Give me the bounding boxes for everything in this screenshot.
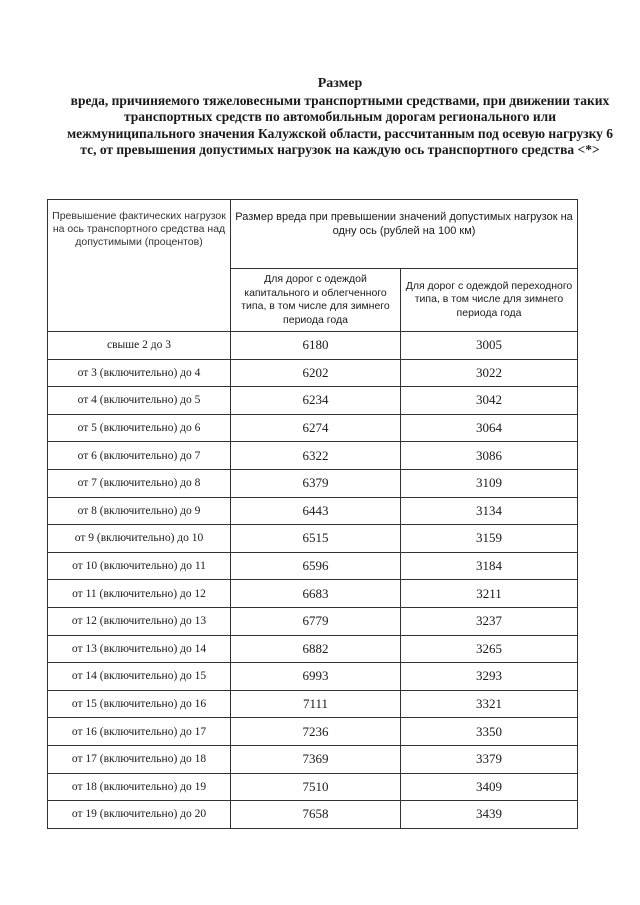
- transitional-value: 3022: [401, 359, 578, 387]
- transitional-value: 3439: [401, 801, 578, 829]
- capital-value: 6180: [231, 332, 401, 360]
- transitional-value: 3086: [401, 442, 578, 470]
- header-row: [48, 200, 578, 269]
- capital-value: 6443: [231, 497, 401, 525]
- transitional-value: 3237: [401, 607, 578, 635]
- transitional-value: 3265: [401, 635, 578, 663]
- transitional-value: 3005: [401, 332, 578, 360]
- table-row: [48, 552, 578, 580]
- capital-value: 6379: [231, 469, 401, 497]
- document-subtitle: вреда, причиняемого тяжеловесными транспортными средствами, при движении таких транспортных средств по автомобильным дорогам регионального или межмуниципального значения Калужской области, рассчитанным под осевую нагрузку 6 тс, от превышения допустимых нагрузок на каждую ось транспортного средства <*>: [66, 92, 614, 157]
- transitional-value: 3293: [401, 663, 578, 691]
- transitional-value: 3184: [401, 552, 578, 580]
- range-cell: от 12 (включительно) до 13: [48, 607, 231, 635]
- document-title: Размер: [317, 76, 363, 91]
- transitional-value: 3042: [401, 387, 578, 415]
- table-row: [48, 690, 578, 718]
- range-cell: свыше 2 до 3: [48, 332, 231, 360]
- range-cell: от 15 (включительно) до 16: [48, 690, 231, 718]
- capital-value: 6234: [231, 387, 401, 415]
- range-cell: от 9 (включительно) до 10: [48, 525, 231, 553]
- transitional-value: 3211: [401, 580, 578, 608]
- range-cell: от 3 (включительно) до 4: [48, 359, 231, 387]
- table-row: [48, 387, 578, 415]
- range-cell: от 7 (включительно) до 8: [48, 469, 231, 497]
- table-row: [48, 635, 578, 663]
- transitional-value: 3159: [401, 525, 578, 553]
- transitional-value: 3379: [401, 745, 578, 773]
- header-transitional-roads: Для дорог с одеждой переходного типа, в том числе для зимнего периода года: [401, 269, 578, 332]
- harm-table: [47, 199, 578, 829]
- header-excess: Превышение фактических нагрузок на ось транспортного средства над допустимыми (процентов): [48, 200, 231, 332]
- table-row: [48, 414, 578, 442]
- transitional-value: 3321: [401, 690, 578, 718]
- table-row: [48, 359, 578, 387]
- capital-value: 6202: [231, 359, 401, 387]
- table-row: [48, 497, 578, 525]
- document-heading: [60, 76, 620, 159]
- table-row: [48, 745, 578, 773]
- table-row: [48, 663, 578, 691]
- header-harm-size: Размер вреда при превышении значений допустимых нагрузок на одну ось (рублей на 100 км): [231, 200, 578, 269]
- capital-value: 6515: [231, 525, 401, 553]
- table-row: [48, 718, 578, 746]
- capital-value: 7510: [231, 773, 401, 801]
- range-cell: от 5 (включительно) до 6: [48, 414, 231, 442]
- table-row: [48, 442, 578, 470]
- range-cell: от 10 (включительно) до 11: [48, 552, 231, 580]
- capital-value: 6779: [231, 607, 401, 635]
- table-row: [48, 469, 578, 497]
- capital-value: 6882: [231, 635, 401, 663]
- capital-value: 7236: [231, 718, 401, 746]
- capital-value: 6322: [231, 442, 401, 470]
- range-cell: от 11 (включительно) до 12: [48, 580, 231, 608]
- table-row: [48, 525, 578, 553]
- transitional-value: 3064: [401, 414, 578, 442]
- transitional-value: 3409: [401, 773, 578, 801]
- range-cell: от 8 (включительно) до 9: [48, 497, 231, 525]
- header-capital-roads: Для дорог с одеждой капитального и облегченного типа, в том числе для зимнего периода года: [231, 269, 401, 332]
- range-cell: от 18 (включительно) до 19: [48, 773, 231, 801]
- range-cell: от 19 (включительно) до 20: [48, 801, 231, 829]
- capital-value: 6596: [231, 552, 401, 580]
- transitional-value: 3134: [401, 497, 578, 525]
- table-row: [48, 801, 578, 829]
- range-cell: от 17 (включительно) до 18: [48, 745, 231, 773]
- capital-value: 6993: [231, 663, 401, 691]
- range-cell: от 14 (включительно) до 15: [48, 663, 231, 691]
- range-cell: от 16 (включительно) до 17: [48, 718, 231, 746]
- capital-value: 7111: [231, 690, 401, 718]
- range-cell: от 13 (включительно) до 14: [48, 635, 231, 663]
- capital-value: 6683: [231, 580, 401, 608]
- capital-value: 7658: [231, 801, 401, 829]
- table-row: [48, 580, 578, 608]
- capital-value: 6274: [231, 414, 401, 442]
- table-row: [48, 773, 578, 801]
- table-row: [48, 332, 578, 360]
- range-cell: от 4 (включительно) до 5: [48, 387, 231, 415]
- table-row: [48, 607, 578, 635]
- range-cell: от 6 (включительно) до 7: [48, 442, 231, 470]
- capital-value: 7369: [231, 745, 401, 773]
- transitional-value: 3109: [401, 469, 578, 497]
- transitional-value: 3350: [401, 718, 578, 746]
